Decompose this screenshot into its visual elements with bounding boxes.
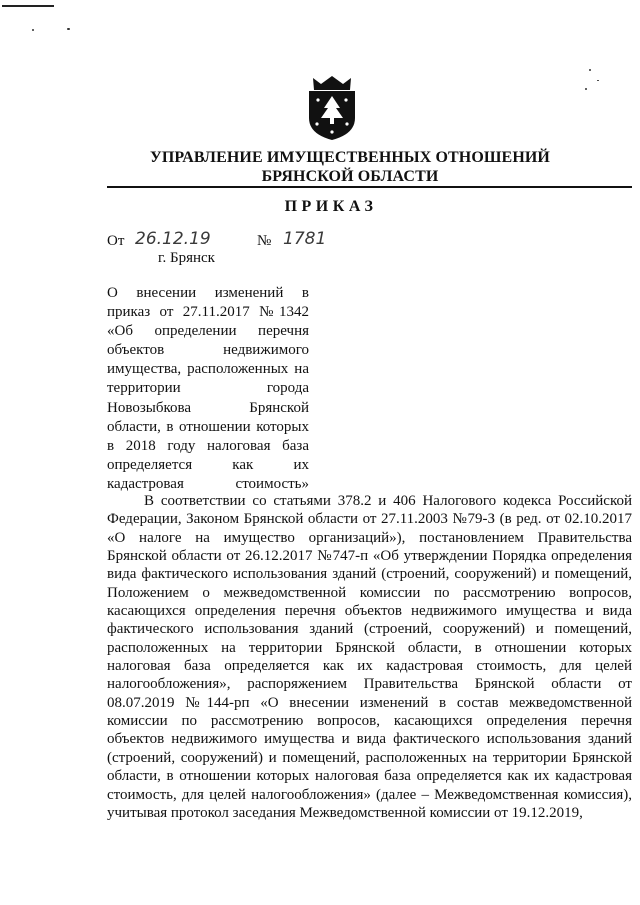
- handwritten-number: 1781: [283, 229, 327, 249]
- number-label: №: [257, 233, 272, 249]
- scan-artifact-speck: [597, 80, 599, 81]
- scan-artifact-speck: [32, 29, 34, 31]
- document-subject: О внесении изменений в приказ от 27.11.2017 №1342 «Об определении перечня объектов недвижимого имущества, расположенных на территории города Новозыбкова Брянской области, в отношении которых в 2018 году налоговая база определяется как их кадастровая стоимость»: [107, 285, 309, 492]
- body-paragraph: В соответствии со статьями 378.2 и 406 Налогового кодекса Российской Федерации, Законом Брянской области от 27.11.2003 №79-З (в ред. от 02.10.2017 «О налоге на имущество организаций»), постановлением Правительства Брянской области от 26.12.2017 №747-п «Об утверждении Порядка определения вида фактического использования зданий (строений, сооружений) и помещений, Положением о межведомственной комиссии по рассмотрению вопросов, касающихся определения перечня объектов недвижимого имущества и вида фактического использования зданий (строений, сооружений) и помещений, расположенных на территории Брянской области, в отношении которых налоговая база определяется как их кадастровая стоимость, для целей налогообложения», распоряжением Правительства Брянской области от 08.07.2019 №144-рп «О внесении изменений в состав межведомственной комиссии по рассмотрению вопросов, касающихся определения перечня объектов недвижимого имущества и вида фактического использования зданий (строений, сооружений) и помещений, расположенных на территории Брянской области, в отношении которых налоговая база определяется как их кадастровая стоимость, для целей налогообложения» (далее – Межведомственная комиссия), учитывая протокол заседания Межведомственной комиссии от 19.12.2019,: [107, 493, 632, 821]
- handwritten-date: 26.12.19: [135, 229, 211, 249]
- scan-artifact-speck: [67, 28, 70, 30]
- organization-title-line1: УПРАВЛЕНИЕ ИМУЩЕСТВЕННЫХ ОТНОШЕНИЙ: [150, 149, 550, 166]
- document-type-title: ПРИКАЗ: [284, 198, 378, 215]
- organization-title: [140, 148, 560, 186]
- date-label: От: [107, 233, 125, 249]
- header-divider: [107, 186, 632, 188]
- organization-title-line2: БРЯНСКОЙ ОБЛАСТИ: [261, 168, 439, 185]
- city-label: г. Брянск: [158, 250, 215, 266]
- bryansk-coat-of-arms-icon: [303, 72, 361, 142]
- scan-artifact-speck: [589, 69, 591, 71]
- scan-artifact-line: [2, 5, 54, 7]
- scan-artifact-speck: [585, 88, 587, 90]
